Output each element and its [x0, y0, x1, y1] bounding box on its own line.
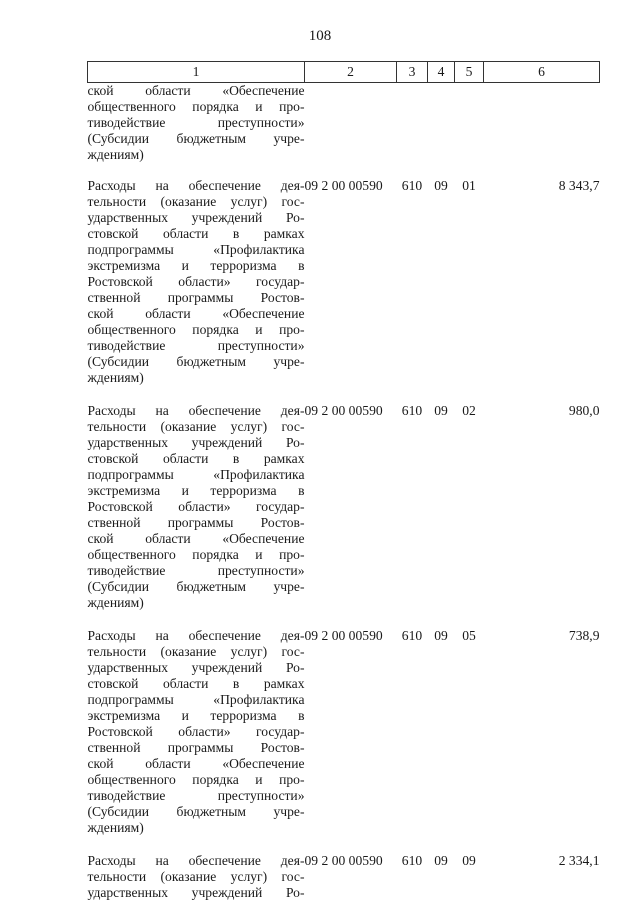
target-article-code: 09 2 00 00590 — [304, 178, 383, 193]
description-line: подпрограммы «Профилактика — [87, 242, 305, 257]
target-article-code — [305, 83, 397, 179]
description-line: экстремизма и терроризма в — [87, 483, 305, 498]
target-article-code: 09 2 00 00590 — [304, 628, 383, 643]
column-header-5: 5 — [455, 62, 484, 83]
description-line: ственной программы Ростов- — [87, 515, 305, 530]
target-article-code: 09 2 00 00590 — [304, 403, 383, 418]
description-line: ударственных учреждений Ро- — [87, 660, 305, 675]
description-line: Ростовской области» государ- — [87, 499, 305, 514]
section-code: 09 — [434, 178, 448, 193]
description-line: общественного порядка и про- — [87, 547, 305, 562]
description-line: общественного порядка и про- — [87, 322, 305, 337]
description-line: тельности (оказание услуг) гос- — [87, 644, 305, 659]
description-line: ждениям) — [87, 595, 144, 610]
table-row — [88, 178, 600, 403]
section-code: 09 — [434, 403, 448, 418]
budget-table — [87, 61, 600, 918]
row-description — [88, 83, 305, 179]
table-row — [88, 403, 600, 628]
subsection-code — [455, 83, 484, 179]
description-line: ждениям) — [87, 147, 144, 162]
description-line: Ростовской области» государ- — [87, 724, 305, 739]
description-line: экстремизма и терроризма в — [87, 708, 305, 723]
row-description — [88, 853, 305, 918]
page-number: 108 — [308, 28, 332, 44]
column-header-2: 2 — [305, 62, 397, 83]
row-description — [88, 403, 305, 628]
row-description — [88, 178, 305, 403]
section-code — [428, 83, 455, 179]
description-line: ственной программы Ростов- — [87, 740, 305, 755]
description-line: тиводействие преступности» — [87, 788, 305, 803]
section-code: 09 — [434, 628, 448, 643]
amount: 980,0 — [568, 403, 600, 418]
expense-type-code — [397, 83, 428, 179]
amount: 8 343,7 — [558, 178, 600, 193]
description-line: ской области «Обеспечение — [87, 83, 305, 98]
description-line: ждениям) — [87, 820, 144, 835]
description-line: ственной программы Ростов- — [87, 290, 305, 305]
subsection-code: 01 — [462, 178, 476, 193]
column-header-1: 1 — [88, 62, 305, 83]
expense-type-code: 610 — [401, 403, 423, 418]
description-line: Расходы на обеспечение дея- — [87, 853, 305, 868]
target-article-code: 09 2 00 00590 — [304, 853, 383, 868]
description-line: (Субсидии бюджетным учре- — [87, 804, 305, 819]
description-line: ударственных учреждений Ро- — [87, 885, 305, 900]
description-line: подпрограммы «Профилактика — [87, 467, 305, 482]
row-description — [88, 628, 305, 853]
description-line: тиводействие преступности» — [87, 563, 305, 578]
column-number-header — [88, 62, 600, 83]
description-line: стовской области в рамках — [87, 676, 305, 691]
description-line: тиводействие преступности» — [87, 338, 305, 353]
amount: 738,9 — [568, 628, 600, 643]
description-line: (Субсидии бюджетным учре- — [87, 131, 305, 146]
description-line: тельности (оказание услуг) гос- — [87, 869, 305, 884]
description-line: тельности (оказание услуг) гос- — [87, 419, 305, 434]
description-line: экстремизма и терроризма в — [87, 258, 305, 273]
description-line: (Субсидии бюджетным учре- — [87, 579, 305, 594]
description-line: тельности (оказание услуг) гос- — [87, 194, 305, 209]
description-line: ской области «Обеспечение — [87, 756, 305, 771]
description-line: ждениям) — [87, 370, 144, 385]
column-header-3: 3 — [397, 62, 428, 83]
description-line: подпрограммы «Профилактика — [87, 692, 305, 707]
table-row — [88, 83, 600, 179]
description-line: ударственных учреждений Ро- — [87, 210, 305, 225]
table-row — [88, 853, 600, 918]
description-line: стовской области в рамках — [87, 451, 305, 466]
description-line: ударственных учреждений Ро- — [87, 435, 305, 450]
subsection-code: 09 — [462, 853, 476, 868]
description-line: ской области «Обеспечение — [87, 306, 305, 321]
description-line: (Субсидии бюджетным учре- — [87, 354, 305, 369]
table-row — [88, 628, 600, 853]
section-code: 09 — [434, 853, 448, 868]
expense-type-code: 610 — [401, 853, 423, 868]
column-header-6: 6 — [484, 62, 600, 83]
description-line: общественного порядка и про- — [87, 99, 305, 114]
subsection-code: 02 — [462, 403, 476, 418]
amount — [484, 83, 600, 179]
description-line: тиводействие преступности» — [87, 115, 305, 130]
description-line: ской области «Обеспечение — [87, 531, 305, 546]
description-line: Расходы на обеспечение дея- — [87, 178, 305, 193]
expense-type-code: 610 — [401, 178, 423, 193]
description-line: стовской области в рамках — [87, 226, 305, 241]
expense-type-code: 610 — [401, 628, 423, 643]
description-line: Ростовской области» государ- — [87, 274, 305, 289]
description-line: общественного порядка и про- — [87, 772, 305, 787]
description-line: Расходы на обеспечение дея- — [87, 403, 305, 418]
description-line: Расходы на обеспечение дея- — [87, 628, 305, 643]
amount: 2 334,1 — [558, 853, 600, 868]
column-header-4: 4 — [428, 62, 455, 83]
subsection-code: 05 — [462, 628, 476, 643]
